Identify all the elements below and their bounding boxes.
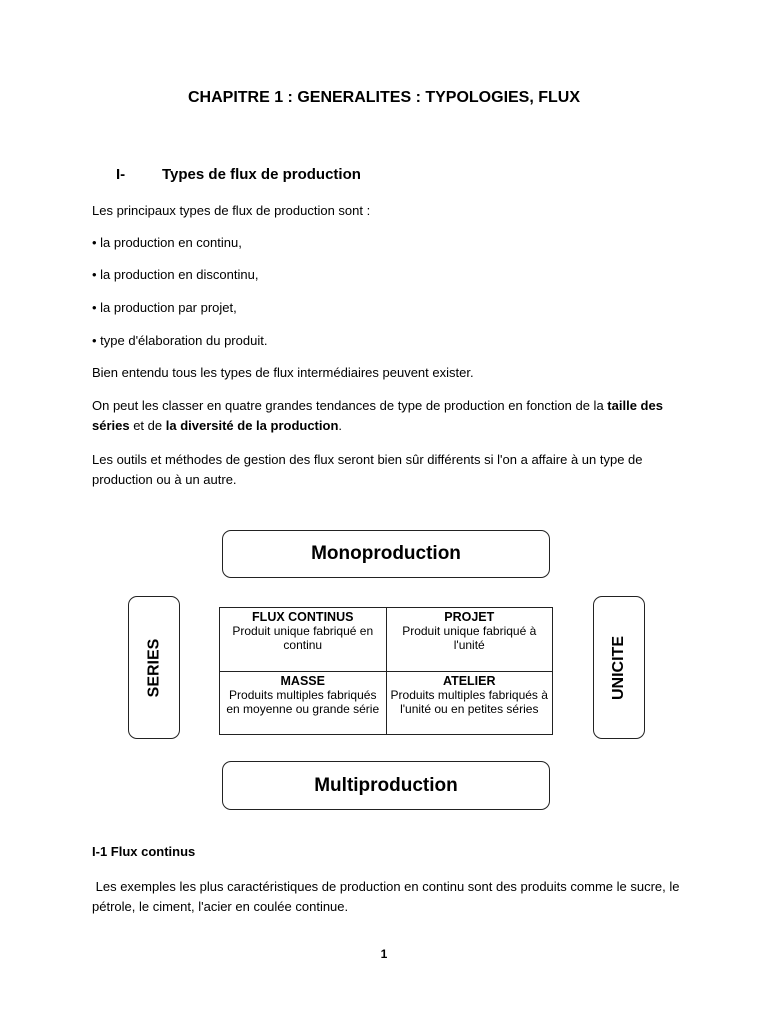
classify-paragraph: On peut les classer en quatre grandes tendances de type de production en fonction de la taille des séries et de la diversité de la production. [92,398,663,433]
bold-text: taille des séries [92,398,663,433]
bullet-item: • type d'élaboration du produit. [92,333,268,348]
cell-atelier [386,671,553,735]
multiproduction-box [222,761,550,810]
tools-paragraph: Les outils et méthodes de gestion des flux seront bien sûr différents si l'on a affaire à un type de production ou à un autre. [92,452,643,487]
monoproduction-box [222,530,550,578]
subsection-heading: I-1 Flux continus [92,844,196,859]
section-number: I- [116,166,126,183]
bullet-item: • la production par projet, [92,300,237,315]
production-matrix [219,607,553,735]
production-types-diagram [124,528,648,813]
multiproduction-label: Multiproduction [314,774,458,796]
cell-title: FLUX CONTINUS [252,610,354,624]
cell-title: ATELIER [442,673,496,688]
bullet-item: • la production en discontinu, [92,267,259,282]
cell-projet [386,608,553,672]
cell-masse [220,671,387,735]
cell-flux-continus [220,608,387,672]
cell-title: MASSE [280,673,325,688]
unicite-box [593,596,645,739]
series-label: SERIES [145,638,162,697]
section-title: Types de flux de production [162,166,361,183]
chapter-title: CHAPITRE 1 : GENERALITES : TYPOLOGIES, FLUX [187,89,581,106]
bullet-item: • la production en continu, [92,235,242,250]
monoproduction-label: Monoproduction [311,543,461,564]
cell-text: Produit unique fabriqué en continu [232,624,374,652]
series-box [128,596,180,739]
section-heading [116,166,361,183]
intro-paragraph: Les principaux types de flux de production sont : [92,203,371,218]
examples-paragraph: Les exemples les plus caractéristiques de production en continu sont des produits comme le sucre, le pétrole, le ciment, l'acier en coulée continue. [92,879,684,914]
cell-text: Produits multiples fabriqués à l'unité ou en petites séries [390,687,548,716]
cell-text: Produit unique fabriqué à l'unité [402,624,537,652]
cell-text: Produits multiples fabriqués en moyenne ou grande série [226,687,380,716]
bold-text: la diversité de la production [165,418,339,433]
unicite-label: UNICITE [610,635,627,700]
intermediate-paragraph: Bien entendu tous les types de flux intermédiaires peuvent exister. [92,365,474,380]
cell-title: PROJET [444,610,495,624]
page-number: 1 [380,947,388,961]
